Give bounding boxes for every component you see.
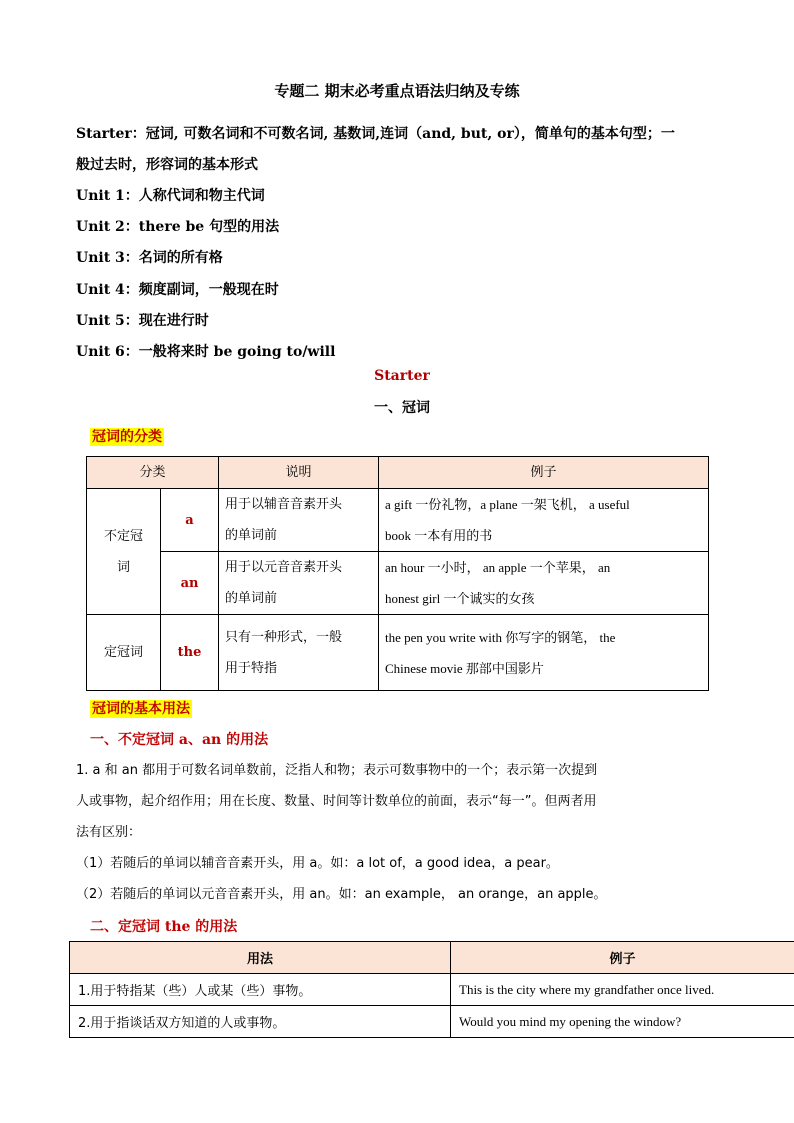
paragraph-line: 法有区别： xyxy=(76,825,142,840)
col-header: 分类 xyxy=(87,457,219,489)
desc-line: 用于以元音音素开头 xyxy=(225,560,343,575)
toc-line: Starter：冠词, 可数名词和不可数名词, 基数词,连词（and, but, or），简单句的基本句型；一 xyxy=(76,126,675,142)
toc-line: Unit 2：there be 句型的用法 xyxy=(76,219,280,235)
subsection-heading: 二、定冠词 the 的用法 xyxy=(90,919,238,935)
highlight-label: 冠词的基本用法 xyxy=(92,701,190,717)
usage-cell: 1.用于特指某（些）人或某（些）事物。 xyxy=(70,974,451,1006)
article-word: the xyxy=(161,615,219,691)
table-header-row xyxy=(87,457,709,489)
toc-line: Unit 3：名词的所有格 xyxy=(76,250,223,266)
article-word: an xyxy=(161,552,219,615)
starter-heading: Starter xyxy=(374,368,430,384)
desc-line: 的单词前 xyxy=(225,591,278,606)
desc-cell xyxy=(219,489,379,552)
toc-line: Unit 1：人称代词和物主代词 xyxy=(76,188,265,204)
desc-cell xyxy=(219,552,379,615)
article-table xyxy=(86,456,709,691)
usage-cell: 2.用于指谈话双方知道的人或事物。 xyxy=(70,1006,451,1038)
col-header: 用法 xyxy=(70,942,451,974)
desc-line: 只有一种形式，一般 xyxy=(225,629,343,645)
category-cell xyxy=(87,489,161,615)
table-row xyxy=(70,1006,794,1038)
col-header: 例子 xyxy=(379,457,709,489)
desc-line: 用于以辅音音素开头 xyxy=(225,497,343,512)
toc-line: Unit 5：现在进行时 xyxy=(76,313,209,329)
example-cell xyxy=(379,552,709,615)
example-line: Chinese movie 那部中国影片 xyxy=(385,660,544,676)
toc-line: Unit 6：一般将来时 be going to/will xyxy=(76,344,336,360)
section-heading: 一、冠词 xyxy=(374,400,430,416)
toc-line: Unit 4：频度副词，一般现在时 xyxy=(76,282,279,298)
paragraph-line: （2）若随后的单词以元音音素开头，用 an。如：an example， an orange，an apple。 xyxy=(76,887,607,902)
col-header: 说明 xyxy=(219,457,379,489)
desc-line: 用于特指 xyxy=(225,660,278,676)
highlight-label: 冠词的分类 xyxy=(92,429,162,445)
paragraph-line: 人或事物，起介绍作用；用在长度、数量、时间等计数单位的前面，表示“每一”。但两者用 xyxy=(76,794,597,809)
category-label: 不定冠 xyxy=(103,528,143,544)
highlight-heading xyxy=(90,698,192,718)
example-line: book 一本有用的书 xyxy=(385,528,493,543)
example-cell: This is the city where my grandfather once lived. xyxy=(451,974,794,1006)
table-row xyxy=(70,974,794,1006)
category-label: 词 xyxy=(116,559,130,575)
example-line: an hour 一小时， an apple 一个苹果， an xyxy=(385,560,611,575)
example-line: a gift 一份礼物，a plane 一架飞机， a useful xyxy=(385,497,630,512)
col-header: 例子 xyxy=(451,942,794,974)
paragraph-line: 1. a 和 an 都用于可数名词单数前，泛指人和物；表示可数事物中的一个；表示第一次提到 xyxy=(76,763,598,778)
page-title: 专题二 期末必考重点语法归纳及专练 xyxy=(274,82,520,100)
desc-line: 的单词前 xyxy=(225,528,278,543)
table-header-row xyxy=(70,942,794,974)
example-line: the pen you write with 你写字的钢笔， the xyxy=(385,629,616,645)
toc-line: 般过去时，形容词的基本形式 xyxy=(76,157,258,173)
paragraph-line: （1）若随后的单词以辅音音素开头，用 a。如：a lot of，a good idea，a pear。 xyxy=(76,856,559,871)
desc-cell xyxy=(219,615,379,691)
example-line: honest girl 一个诚实的女孩 xyxy=(385,591,535,606)
subsection-heading: 一、不定冠词 a、an 的用法 xyxy=(90,732,269,748)
example-cell xyxy=(379,489,709,552)
table-row xyxy=(87,552,709,615)
the-usage-table xyxy=(69,941,794,1038)
table-row xyxy=(87,489,709,552)
article-word: a xyxy=(161,489,219,552)
category-cell: 定冠词 xyxy=(87,615,161,691)
example-cell: Would you mind my opening the window? xyxy=(451,1006,794,1038)
highlight-heading xyxy=(90,426,164,446)
table-row xyxy=(87,615,709,691)
example-cell xyxy=(379,615,709,691)
